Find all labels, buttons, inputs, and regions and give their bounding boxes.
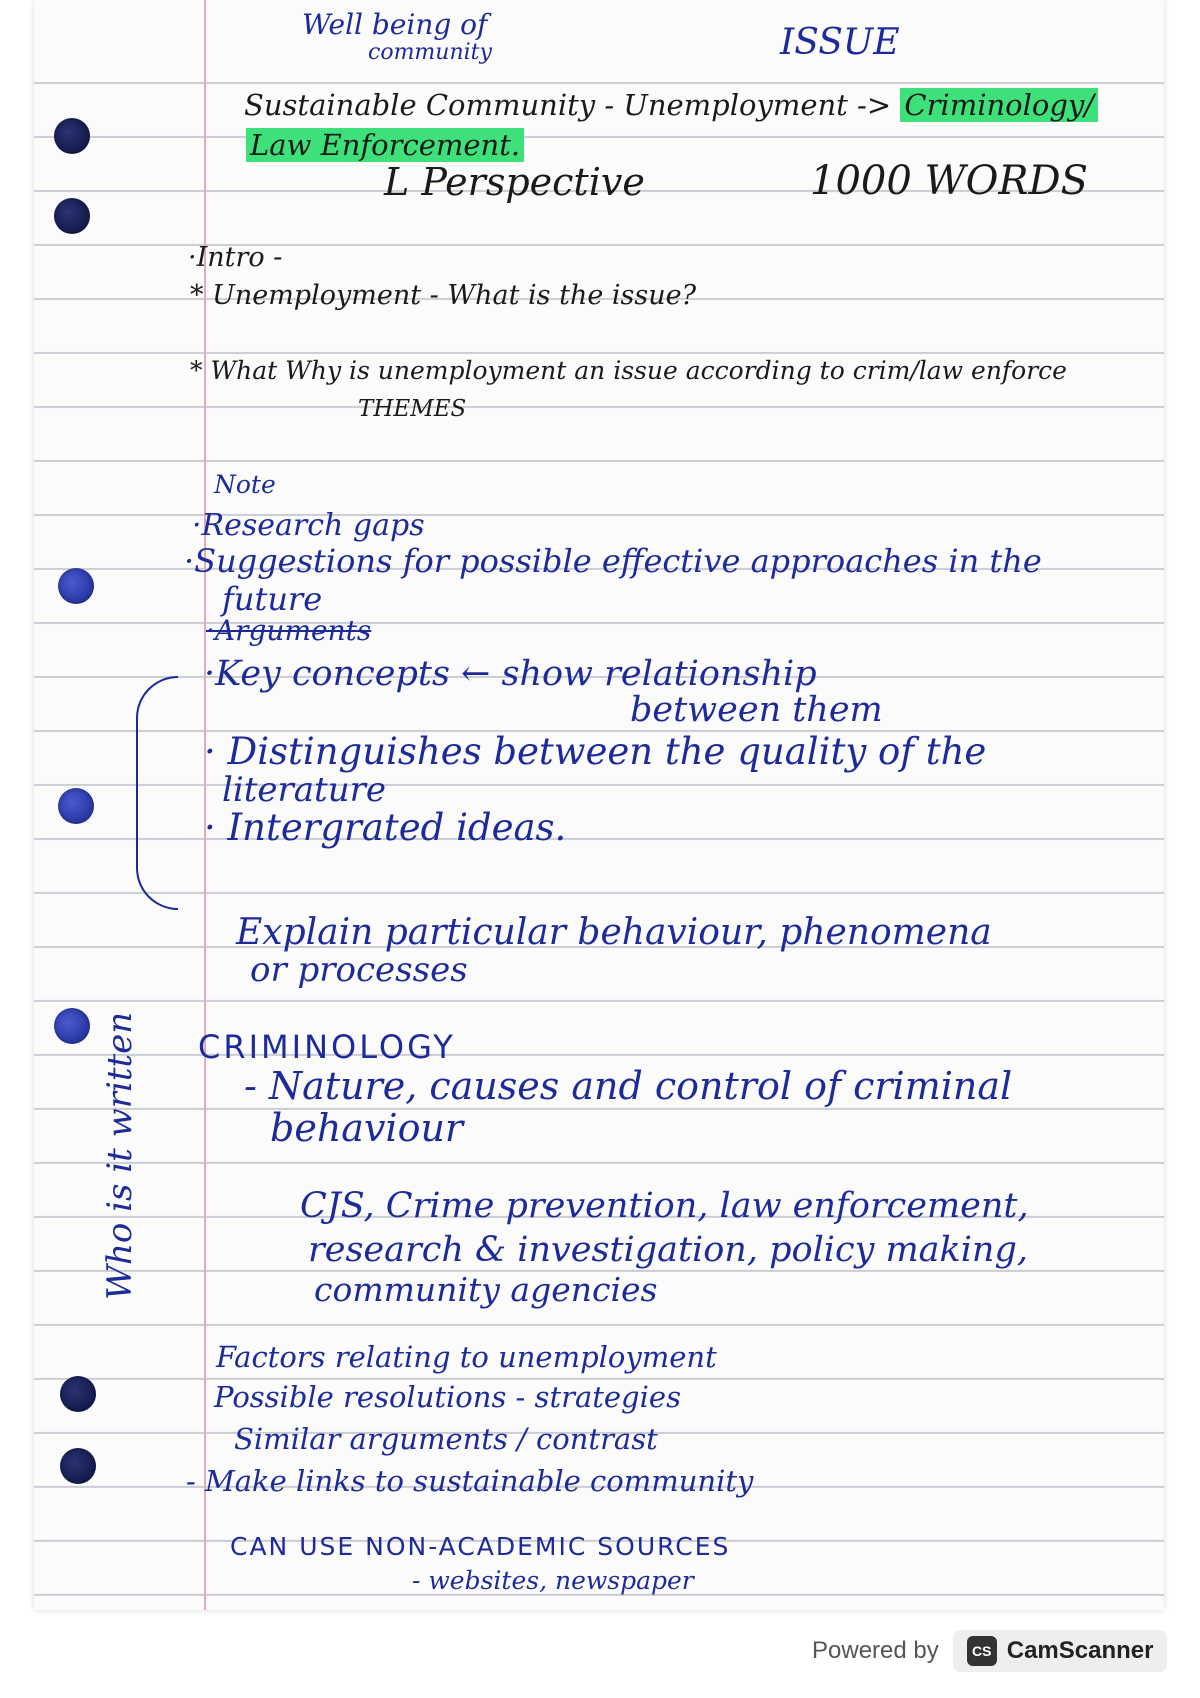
camscanner-logo-icon: CS [967, 1636, 997, 1666]
criminology-definition: behaviour [270, 1106, 464, 1150]
factor-line: Factors relating to unemployment [216, 1340, 717, 1374]
note-title: Note [214, 470, 276, 499]
note-item: · Intergrated ideas. [204, 806, 567, 849]
note-item: literature [222, 770, 386, 810]
word-count: 1000 WORDS [810, 158, 1089, 204]
camscanner-footer [812, 1630, 1167, 1672]
explain-line: Explain particular behaviour, phenomena [236, 912, 992, 953]
sources-line: CAN USE NON-ACADEMIC SOURCES [230, 1532, 731, 1561]
note-item: ·Key concepts ← show relationship [204, 654, 817, 694]
criminology-definition: - Nature, causes and control of criminal [244, 1064, 1013, 1108]
cjs-line: CJS, Crime prevention, law enforcement, [300, 1186, 1029, 1226]
perspective-label: L Perspective [384, 160, 645, 204]
punch-hole [60, 1376, 96, 1412]
factor-line: - Make links to sustainable community [186, 1464, 754, 1498]
criminology-highlight: Criminology/ [900, 88, 1098, 122]
note-item: ·Suggestions for possible effective approaches in the [184, 542, 1042, 580]
punch-hole [58, 788, 94, 824]
punch-hole [58, 568, 94, 604]
law-enforcement-highlight: Law Enforcement. [246, 128, 524, 162]
themes-label: THEMES [358, 396, 467, 422]
note-item: ·Research gaps [192, 508, 425, 543]
explain-line: or processes [250, 950, 468, 990]
powered-by-label: Powered by [812, 1637, 939, 1664]
main-topic-line: Sustainable Community - Unemployment -> Criminology/ [244, 88, 1098, 122]
punch-hole [54, 198, 90, 234]
punch-hole [54, 1008, 90, 1044]
wellbeing-note: community [368, 40, 492, 65]
side-note: Who is it written [100, 1011, 140, 1300]
note-item: future [222, 580, 323, 618]
note-item-struck: ·Arguments [206, 614, 372, 647]
camscanner-badge [953, 1630, 1168, 1672]
sources-line: - websites, newspaper [412, 1566, 694, 1595]
punch-hole [60, 1448, 96, 1484]
bracket-mark [136, 676, 178, 910]
intro-point: * What Why is unemployment an issue according to crim/law enforce [190, 356, 1067, 385]
factor-line: Possible resolutions - strategies [214, 1380, 681, 1414]
criminology-title: CRIMINOLOGY [198, 1028, 456, 1066]
cjs-line: community agencies [314, 1270, 658, 1309]
factor-line: Similar arguments / contrast [234, 1422, 658, 1456]
cjs-line: research & investigation, policy making, [308, 1230, 1028, 1270]
issue-label: ISSUE [780, 22, 900, 63]
wellbeing-note: Well being of [302, 8, 488, 41]
intro-point: * Unemployment - What is the issue? [190, 280, 697, 311]
note-item: between them [630, 690, 883, 730]
camscanner-brand: CamScanner [1006, 1637, 1154, 1664]
punch-hole [54, 118, 90, 154]
note-item: · Distinguishes between the quality of the [204, 730, 987, 773]
intro-label: ·Intro - [188, 242, 283, 273]
